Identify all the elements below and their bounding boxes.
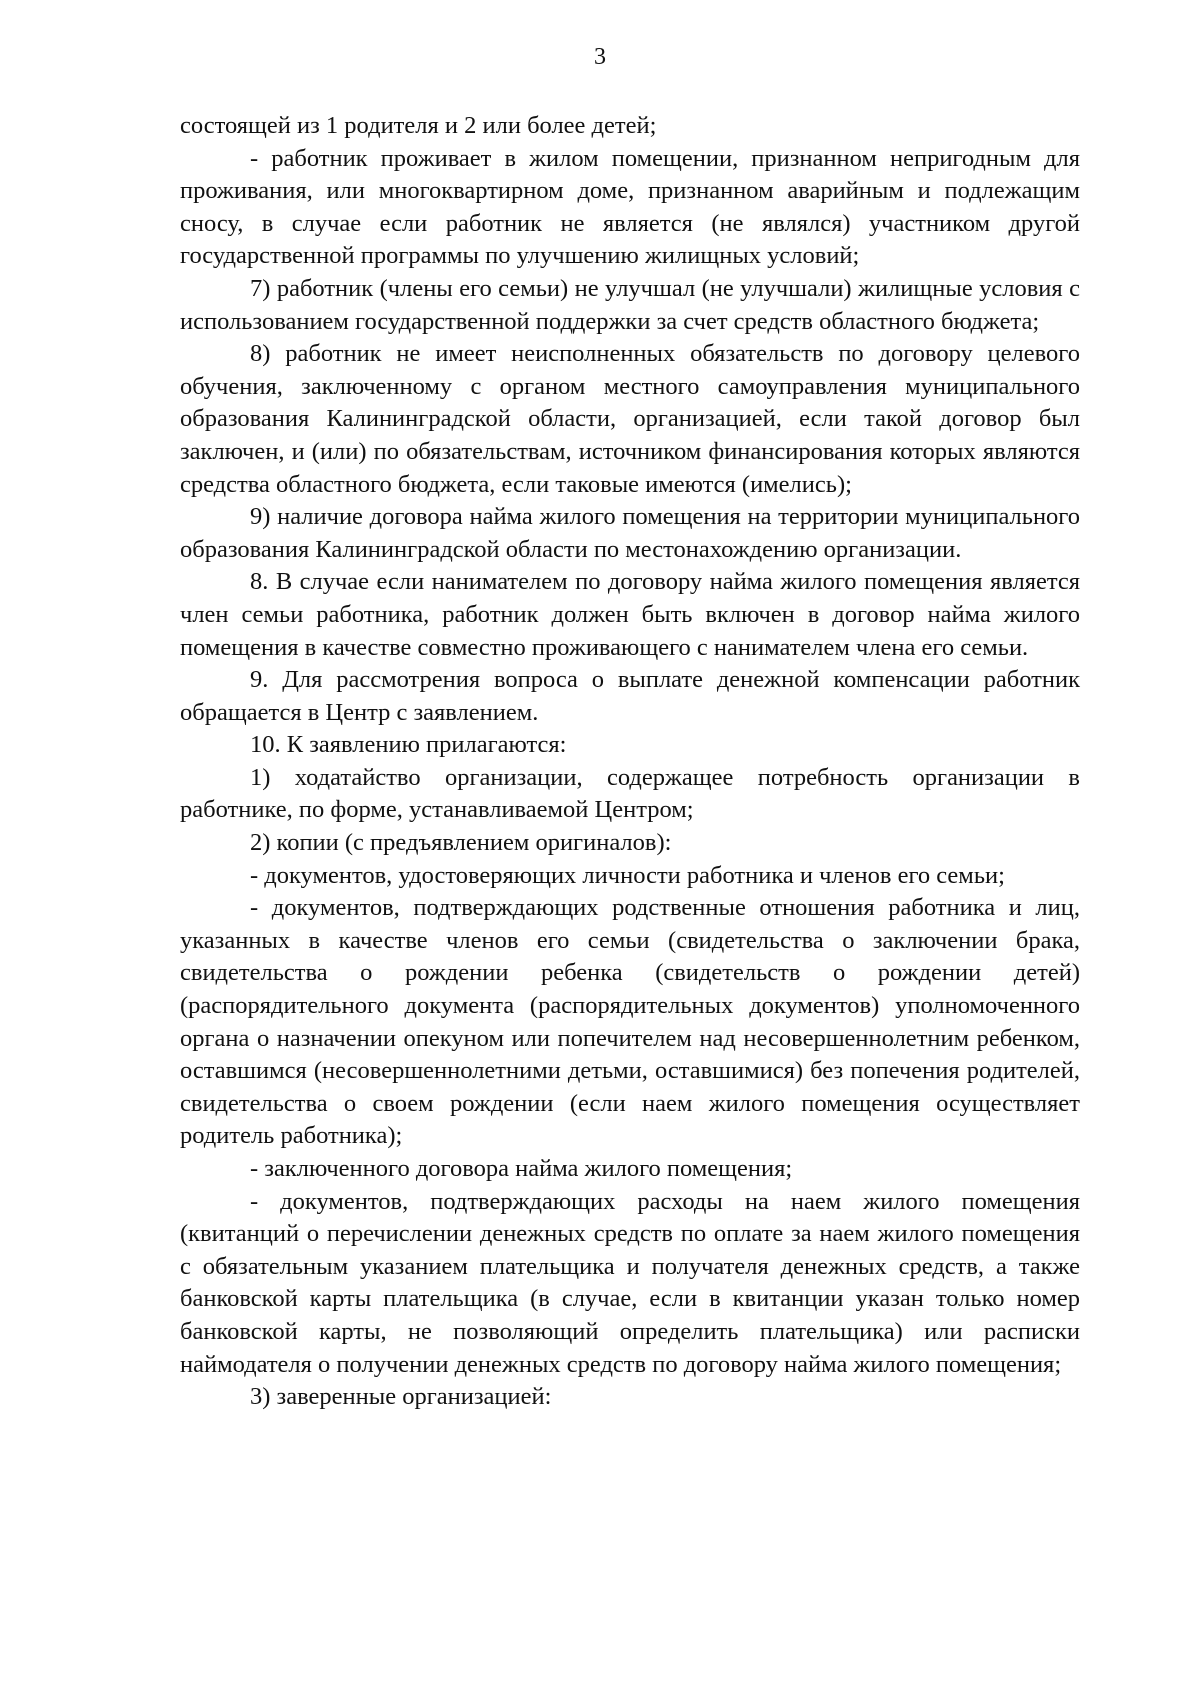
paragraph-expense-docs: - документов, подтверждающих расходы на наем жилого помещения (квитанций о перечислении денежных средств по оплате за наем жилого помещения с обязательным указанием плательщика и получателя денежных средств, а также банковской карты плательщика (в случае, если в квитанции указан только номер банковской карты, не позволяющий определить плательщика) или расписки наймодателя о получении денежных средств по договору найма жилого помещения; [180,1187,1080,1378]
paragraph-lease-contract: - заключенного договора найма жилого помещения; [250,1155,793,1182]
paragraph-kinship-docs: - документов, подтверждающих родственные отношения работника и лиц, указанных в качестве членов его семьи (свидетельства о заключении брака, свидетельства о рождении ребенка (свидетельств о рождении детей) (распорядительного документа (распорядительных документов) уполномоченного органа о назначении опекуном или попечителем над несовершеннолетним ребенком, оставшимся (несовершеннолетними детьми, оставшимися) без попечения родителей, свидетельства о своем рождении (если наем жилого помещения осуществляет родитель работника); [180,894,1080,1150]
paragraph-item-9: 9) наличие договора найма жилого помещения на территории муниципального образования Калининградской области по местонахождению организации. [180,503,1080,563]
paragraph-subitem-3: 3) заверенные организацией: [250,1383,552,1411]
paragraph-clause-10: 10. К заявлению прилагаются: [250,731,567,759]
paragraph-identity-docs: - документов, удостоверяющих личности работника и членов его семьи; [250,861,1005,889]
paragraph-subitem-1: 1) ходатайство организации, содержащее потребность организации в работнике, по форме, устанавливаемой Центром; [180,763,1080,824]
paragraph-clause-8: 8. В случае если нанимателем по договору найма жилого помещения является член семьи работника, работник должен быть включен в договор найма жилого помещения в качестве совместно проживающего с нанимателем члена его семьи. [180,568,1080,661]
paragraph-clause-9: 9. Для рассмотрения вопроса о выплате денежной компенсации работник обращается в Центр с заявлением. [180,666,1080,726]
paragraph-continuation: состоящей из 1 родителя и 2 или более детей; [180,112,657,139]
page-number: 3 [594,44,606,70]
paragraph-item-8: 8) работник не имеет неисполненных обязательств по договору целевого обучения, заключенному с органом местного самоуправления муниципального образования Калининградской области, организацией, если такой договор был заключен, и (или) по обязательствам, источником финансирования которых являются средства областного бюджета, если таковые имеются (имелись); [180,340,1080,498]
paragraph-item-7: 7) работник (члены его семьи) не улучшал (не улучшали) жилищные условия с использованием государственной поддержки за счет средств областного бюджета; [180,274,1080,335]
paragraph-subitem-2: 2) копии (с предъявлением оригиналов): [250,829,672,857]
document-body [180,110,1080,1414]
paragraph-unfit-housing: - работник проживает в жилом помещении, признанном непригодным для проживания, или многоквартирном доме, признанном аварийным и подлежащим сносу, в случае если работник не является (не являлся) участником другой государственной программы по улучшению жилищных условий; [180,144,1080,270]
